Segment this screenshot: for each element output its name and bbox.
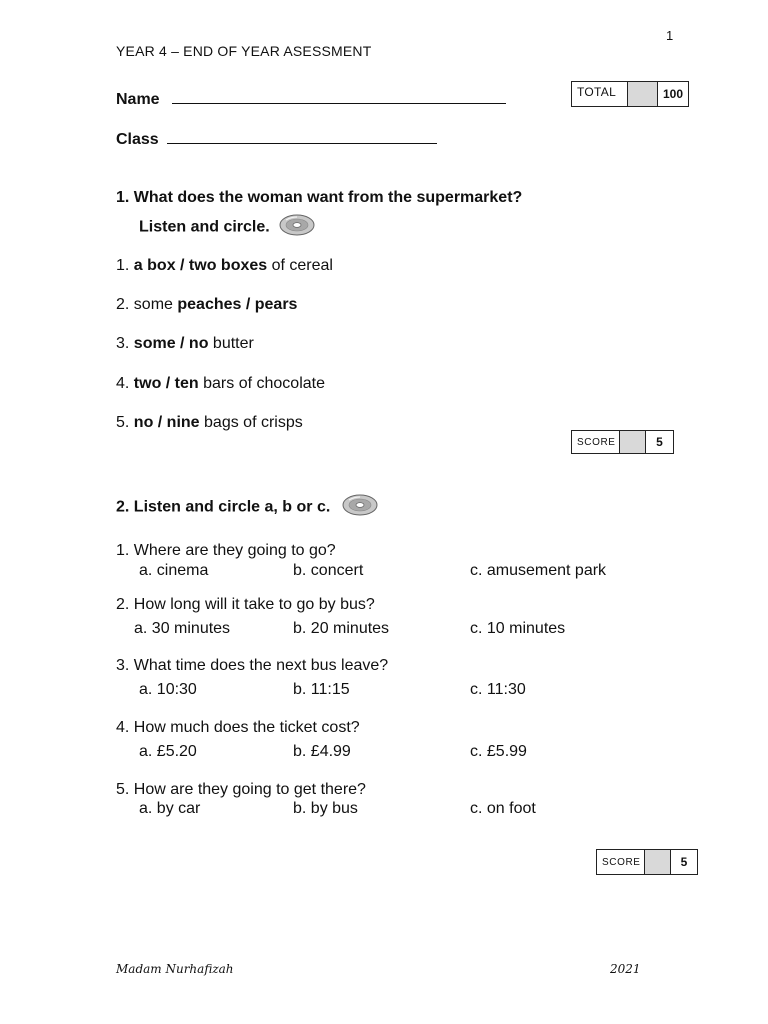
section2-score-label: SCORE	[597, 850, 645, 874]
page-header: YEAR 4 – END OF YEAR ASESSMENT	[116, 43, 372, 59]
section1-item-number: 2.	[116, 296, 130, 313]
section2-question: 1. Where are they going to go?	[116, 542, 336, 559]
section1-item-suffix: bars of chocolate	[198, 375, 325, 392]
author-signature: Madam Nurhafizah	[116, 962, 234, 976]
answer-option-b[interactable]: b. by bus	[293, 800, 358, 817]
section2-question: 5. How are they going to get there?	[116, 781, 366, 798]
section1-item	[116, 257, 333, 275]
total-label: TOTAL	[572, 82, 628, 106]
section2-score-entry[interactable]	[645, 850, 671, 874]
answer-option-a[interactable]: a. £5.20	[139, 743, 197, 760]
total-value: 100	[662, 87, 684, 101]
section2-question: 4. How much does the ticket cost?	[116, 719, 360, 736]
section1-item	[116, 414, 303, 432]
section1-item-choice[interactable]: peaches / pears	[177, 296, 298, 313]
footer-year: 2021	[610, 962, 641, 976]
page-number: 1	[666, 28, 674, 43]
section1-item-suffix: bags of crisps	[199, 414, 303, 431]
answer-option-a[interactable]: a. by car	[139, 800, 201, 817]
section1-item-suffix: of cereal	[267, 257, 333, 274]
section1-item-suffix: butter	[208, 335, 254, 352]
answer-option-c[interactable]: c. on foot	[470, 800, 536, 817]
answer-option-a[interactable]: a. cinema	[139, 562, 209, 579]
section2-question: 2. How long will it take to go by bus?	[116, 596, 375, 613]
answer-option-b[interactable]: b. concert	[293, 562, 364, 579]
section1-item-choice[interactable]: some / no	[133, 335, 209, 352]
answer-option-b[interactable]: b. 11:15	[293, 681, 350, 698]
section1-item-prefix: some	[133, 296, 178, 313]
section2-question: 3. What time does the next bus leave?	[116, 657, 389, 674]
answer-option-c[interactable]: c. 10 minutes	[470, 620, 566, 637]
answer-option-c[interactable]: c. £5.99	[470, 743, 527, 760]
section1-score-entry[interactable]	[620, 431, 646, 453]
section1-item-number: 3.	[116, 335, 130, 352]
section1-instruction-text: Listen and circle.	[139, 218, 270, 236]
name-label: Name	[116, 91, 160, 108]
class-field	[116, 131, 437, 149]
answer-option-b[interactable]: b. 20 minutes	[293, 620, 390, 637]
name-line[interactable]	[172, 91, 506, 104]
class-label: Class	[116, 131, 159, 148]
section1-instruction	[139, 212, 316, 243]
section1-item	[116, 296, 297, 314]
total-entry[interactable]	[628, 82, 658, 106]
answer-option-b[interactable]: b. £4.99	[293, 743, 351, 760]
total-box	[571, 81, 689, 107]
section1-score-value: 5	[656, 435, 663, 449]
cd-icon[interactable]	[278, 212, 316, 243]
answer-option-c[interactable]: c. 11:30	[470, 681, 526, 698]
section2-title	[116, 492, 379, 523]
cd-icon[interactable]	[341, 492, 379, 523]
section1-item-choice[interactable]: no / nine	[133, 414, 200, 431]
section1-item-choice[interactable]: two / ten	[133, 375, 199, 392]
section1-item-number: 1.	[116, 257, 130, 274]
section1-title: 1. What does the woman want from the supermarket?	[116, 189, 523, 206]
section1-item-choice[interactable]: a box / two boxes	[133, 257, 268, 274]
section1-item	[116, 375, 325, 393]
class-line[interactable]	[167, 131, 437, 144]
answer-option-a[interactable]: a. 30 minutes	[134, 620, 231, 637]
section2-score-box	[596, 849, 698, 875]
section1-score-label: SCORE	[572, 431, 620, 453]
section1-score-box	[571, 430, 674, 454]
section2-title-text: 2. Listen and circle a, b or c.	[116, 498, 331, 516]
answer-option-a[interactable]: a. 10:30	[139, 681, 197, 698]
name-field	[116, 91, 506, 109]
section1-item-number: 4.	[116, 375, 130, 392]
section1-item-number: 5.	[116, 414, 130, 431]
section1-item	[116, 335, 254, 353]
answer-option-c[interactable]: c. amusement park	[470, 562, 607, 579]
section2-score-value: 5	[680, 855, 688, 869]
